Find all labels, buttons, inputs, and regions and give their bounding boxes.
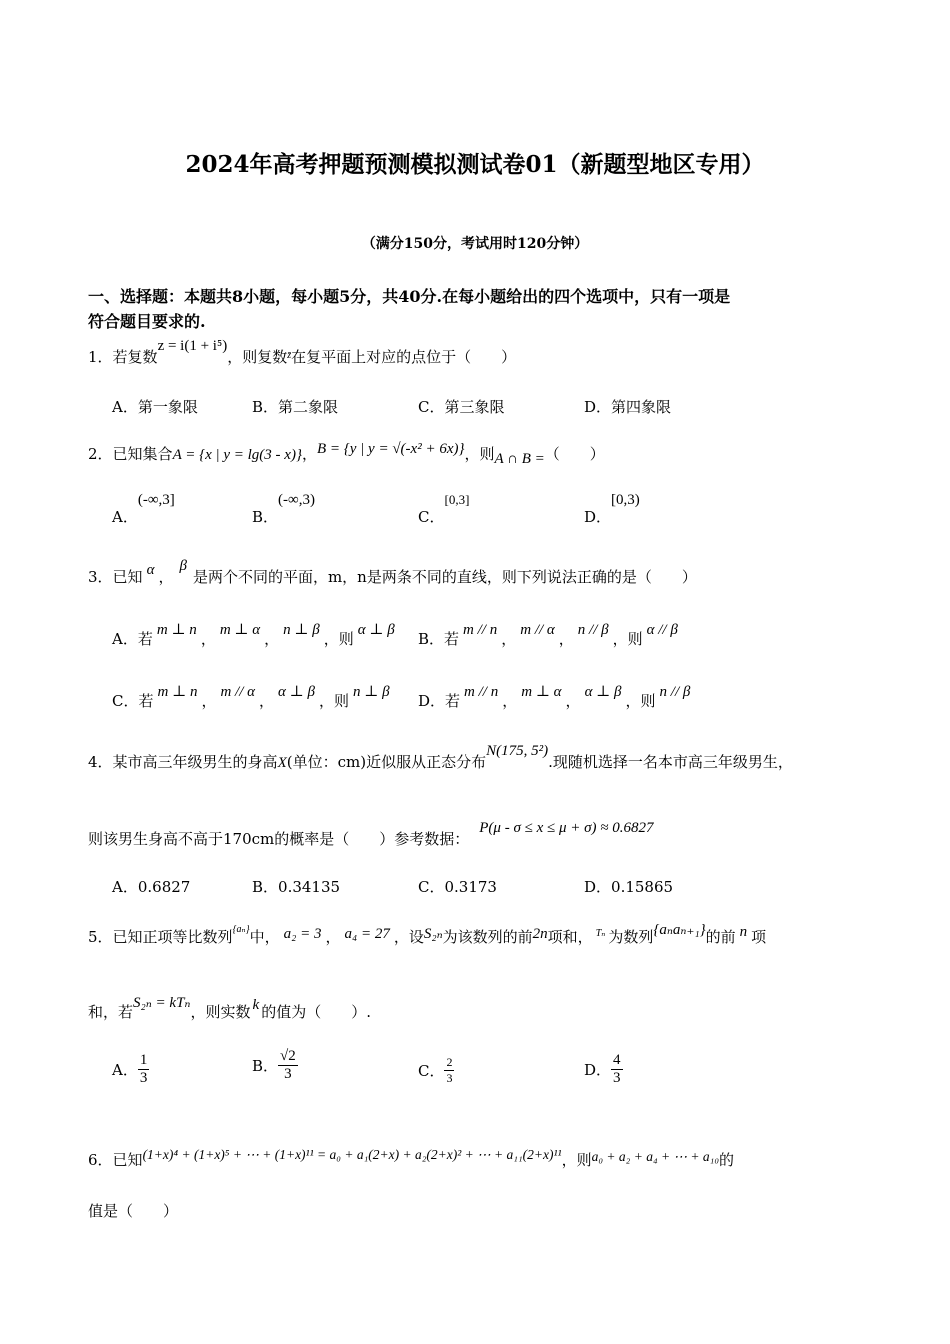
math-intersection: A ∩ B = — [494, 451, 545, 467]
stem-text: ，设 — [393, 928, 424, 946]
question-3-stem — [88, 558, 697, 587]
q2-option-a: A．(-∞,3] — [112, 492, 175, 526]
question-number: 2． — [88, 445, 113, 463]
stem-text: ， — [325, 928, 341, 946]
stem-text: 已知正项等比数列 — [112, 928, 233, 946]
math-expression: z = i(1 + i⁵) — [157, 338, 228, 354]
question-4-line2 — [88, 820, 654, 849]
q1-option-c: C．第三象限 — [418, 398, 505, 416]
q3-option-c: C．若 m ⊥ n ， m // α ， α ⊥ β ，则 n ⊥ β — [112, 684, 390, 710]
math-2n: 2n — [532, 926, 548, 942]
q2-option-c: C．[0,3] — [418, 492, 470, 526]
math-a2: a₂ = 3 — [283, 926, 322, 942]
exam-subtitle: （满分150分，考试用时120分钟） — [361, 236, 589, 252]
stem-text: ， — [301, 445, 317, 463]
q1-option-b: B．第二象限 — [252, 398, 339, 416]
math-s2n: S₂ₙ — [423, 926, 443, 942]
math-k: k — [252, 997, 260, 1013]
stem-text: 在复平面上对应的点位于（ ） — [291, 348, 517, 366]
math-normal-dist: N(175, 5²) — [486, 743, 549, 759]
q1-option-a: A．第一象限 — [112, 398, 198, 416]
question-number: 3． — [88, 568, 113, 586]
question-5-line2 — [88, 995, 371, 1022]
math-tn: Tₙ — [595, 928, 606, 939]
stem-text: (单位：cm)近似服从正态分布 — [286, 753, 487, 771]
q3-option-d: D．若 m // n ， m ⊥ α ， α ⊥ β ，则 n // β — [418, 684, 691, 710]
question-1-stem — [88, 338, 517, 367]
stem-text: 已知集合 — [112, 445, 173, 463]
section-heading-line1: 一、选择题：本题共8小题，每小题5分，共40分.在每小题给出的四个选项中，只有一项是 — [88, 287, 731, 306]
question-2-stem — [88, 441, 605, 467]
math-zbar: z̄ — [287, 350, 292, 361]
stem-text: 项和， — [547, 928, 593, 946]
stem-text: 则该男生身高不高于170cm的概率是（ ）参考数据： — [88, 830, 470, 848]
q5-option-a: A． $\frac{1}{3}$ — [112, 1052, 148, 1086]
stem-text: .现随机选择一名本市高三年级男生， — [548, 753, 793, 771]
math-sequence-product: {aₙaₙ₊₁} — [653, 922, 706, 938]
stem-text: 的 — [719, 1151, 735, 1169]
math-even-sum: a₀ + a₂ + a₄ + ⋯ + a₁₀ — [591, 1149, 720, 1164]
q3-option-b: B．若 m // n ， m // α ， n // β ，则 α // β — [418, 622, 678, 648]
stem-text: ，则 — [561, 1151, 592, 1169]
question-number: 5． — [88, 928, 113, 946]
question-6-line2: 值是（ ） — [88, 1202, 179, 1220]
math-reference: P(μ - σ ≤ x ≤ μ + σ) ≈ 0.6827 — [479, 820, 654, 836]
stem-text: ，则实数 — [190, 1003, 251, 1021]
stem-text: 的前 — [705, 928, 736, 946]
q5-option-b: B． $\frac{√2}{3}$ — [252, 1048, 296, 1082]
stem-text: 中， — [249, 928, 280, 946]
section-heading-line2: 符合题目要求的. — [88, 312, 206, 331]
math-relation: S₂ₙ = kTₙ — [133, 995, 191, 1011]
question-number: 6． — [88, 1151, 113, 1169]
stem-text: 为该数列的前 — [442, 928, 533, 946]
math-set-b: B = {y | y = √(-x² + 6x)} — [316, 441, 465, 457]
exam-title: 2024年高考押题预测模拟测试卷01（新题型地区专用） — [185, 151, 765, 178]
stem-text: 已知 — [112, 1151, 143, 1169]
stem-text: 是两个不同的平面，m，n是两条不同的直线，则下列说法正确的是（ ） — [192, 568, 697, 586]
math-alpha: α — [146, 562, 155, 578]
q3-option-a: A．若 m ⊥ n ， m ⊥ α ， n ⊥ β ，则 α ⊥ β — [112, 622, 395, 648]
question-number: 1． — [88, 348, 113, 366]
stem-text: （ ） — [544, 445, 605, 463]
math-beta: β — [179, 558, 187, 574]
math-sequence: {aₙ} — [232, 924, 250, 935]
q4-option-a: A．0.6827 — [112, 878, 191, 896]
q4-option-c: C．0.3173 — [418, 878, 497, 896]
q2-option-d: D．[0,3) — [584, 492, 640, 526]
q5-option-c: C． $\frac{2}{3}$ — [418, 1055, 453, 1085]
q4-option-b: B．0.34135 — [252, 878, 341, 896]
stem-text: ，则复数 — [227, 348, 288, 366]
q5-option-d: D． $\frac{4}{3}$ — [584, 1052, 621, 1086]
math-x: X — [277, 755, 287, 771]
q4-option-d: D．0.15865 — [584, 878, 674, 896]
question-5-line1 — [88, 922, 767, 947]
math-n: n — [739, 924, 748, 940]
stem-text: 若复数 — [112, 348, 158, 366]
stem-text: 为数列 — [608, 928, 654, 946]
stem-text: 和，若 — [88, 1003, 134, 1021]
math-expansion: (1+x)⁴ + (1+x)⁵ + ⋯ + (1+x)¹¹ = a₀ + a₁(2+x) + a₂(2+x)² + ⋯ + a₁₁(2+x)¹¹ — [142, 1147, 562, 1162]
stem-text: 某市高三年级男生的身高 — [112, 753, 278, 771]
stem-text: 项 — [751, 928, 767, 946]
stem-text: 已知 — [112, 568, 143, 586]
q1-option-d: D．第四象限 — [584, 398, 672, 416]
q2-option-b: B．(-∞,3) — [252, 492, 315, 526]
math-a4: a₄ = 27 — [344, 926, 390, 942]
stem-text: ， — [158, 568, 174, 586]
stem-text: ，则 — [464, 445, 495, 463]
question-6-line1 — [88, 1149, 734, 1170]
question-4-line1 — [88, 743, 793, 772]
question-number: 4． — [88, 753, 113, 771]
math-set-a: A = {x | y = lg(3 - x)} — [172, 447, 302, 463]
stem-text: 的值为（ ）. — [261, 1003, 371, 1021]
